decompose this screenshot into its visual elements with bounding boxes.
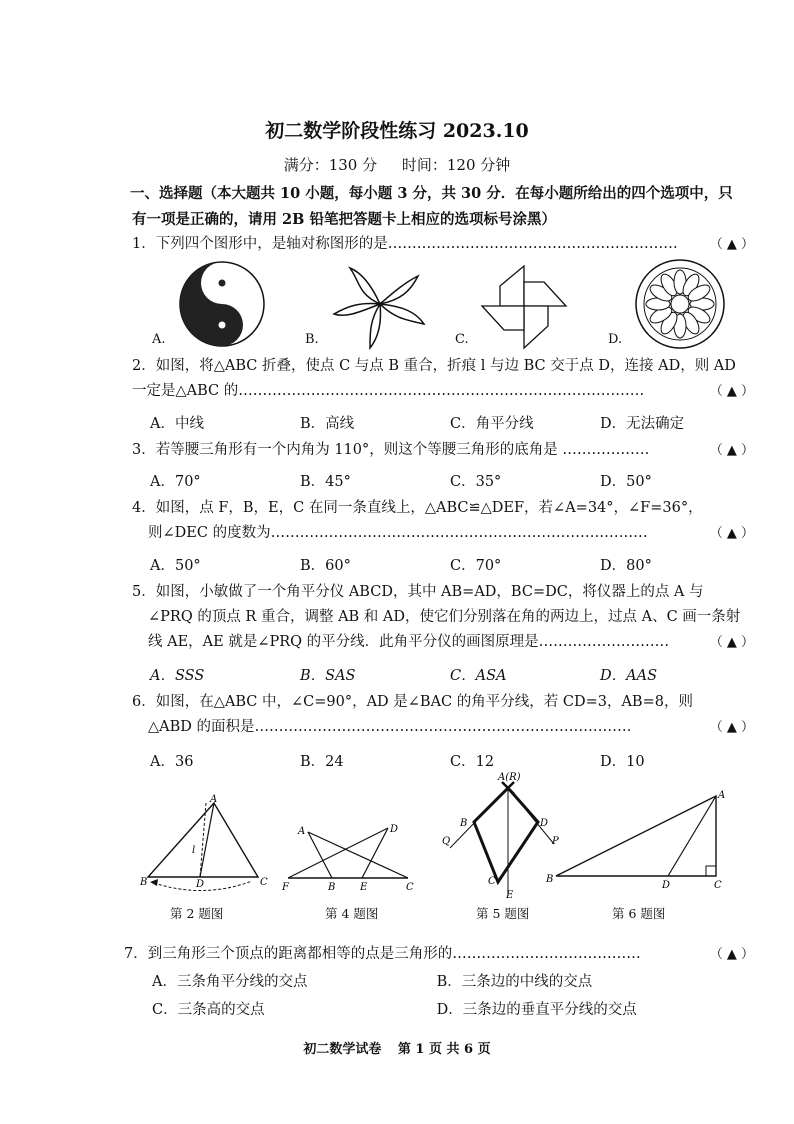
point-b: B: [546, 874, 554, 885]
option-a: A．70°: [150, 474, 201, 490]
option-b: B．24: [300, 754, 344, 770]
point-c: C: [260, 877, 268, 888]
option-c: C．三条高的交点: [152, 1002, 265, 1018]
exam-time: 时间：120 分钟: [401, 156, 511, 174]
footer-subject: 初二数学试卷: [303, 1042, 382, 1057]
option-b: B．SAS: [300, 668, 356, 684]
question-5: 5．如图，小敏做了一个角平分仪 ABCD，其中 AB=AD，BC=DC，将仪器上的点 A 与 ∠PRQ 的顶点 R 重合，调整 AB 和 AD，使它们分别落在角的两边上，过点 A、C 画一条射 线 AE，AE 就是∠PRQ 的平分线．此角平分仪的画图原理是……………………… （ ▲ ）: [132, 580, 754, 655]
caption-fig6: 第 6 题图: [612, 906, 666, 921]
question-6: 6．如图，在△ABC 中，∠C=90°，AD 是∠BAC 的角平分线，若 CD=3，AB=8，则 △ABD 的面积是…………………………………………………………………… （ ▲ ）: [132, 690, 754, 740]
point-a-r: A(R): [498, 772, 521, 783]
question-4: 4．如图，点 F，B，E，C 在同一条直线上，△ABC≌△DEF，若∠A=34°，∠F=36°， 则∠DEC 的度数为…………………………………………………………………… （ ▲ ）: [132, 496, 754, 546]
question-7-options-row1: [152, 970, 752, 991]
question-1: 1．下列四个图形中，是轴对称图形的是…………………………………………………… （ ▲ ）: [132, 232, 754, 257]
option-d: D．10: [600, 754, 645, 770]
point-p: P: [552, 836, 559, 847]
option-b: B．三条边的中线的交点: [436, 974, 593, 990]
answer-mark: （ ▲ ）: [709, 526, 754, 541]
question-5-options: [150, 664, 750, 685]
figure-q6: [540, 788, 730, 891]
option-d: D．80°: [600, 558, 652, 574]
option-b: B．45°: [300, 474, 351, 490]
question-6-options: [150, 750, 750, 771]
option-d-label: D.: [608, 332, 623, 347]
option-d: D．50°: [600, 474, 652, 490]
point-a: A: [718, 790, 726, 801]
point-a: A: [210, 794, 218, 805]
question-2: 2．如图，将△ABC 折叠，使点 C 与点 B 重合，折痕 l 与边 BC 交于点 D，连接 AD，则 AD 一定是△ABC 的………………………………………………………………………… （ ▲ ）: [132, 354, 754, 404]
option-a: A．SSS: [150, 668, 205, 684]
pinwheel-figure: [478, 262, 570, 350]
flower-circle-figure: [632, 258, 728, 352]
option-c: C．ASA: [450, 668, 507, 684]
point-q: Q: [442, 836, 451, 847]
point-b: B: [140, 877, 148, 888]
exam-info: [0, 154, 794, 175]
page-footer: [0, 1038, 794, 1057]
option-a-label: A.: [152, 332, 166, 347]
question-7: 7．到三角形三个顶点的距离都相等的点是三角形的………………………………… （ ▲ ）: [124, 942, 754, 967]
question-7-options-row2: [152, 998, 752, 1019]
point-c: C: [488, 876, 496, 887]
petal-figure: [330, 262, 440, 350]
figure-q4: [280, 820, 420, 893]
question-4-options: [150, 554, 750, 575]
option-c-label: C.: [455, 332, 469, 347]
point-f: F: [282, 882, 289, 893]
taichi-figure: [178, 262, 268, 352]
section-heading: 一、选择题（本大题共 10 小题，每小题 3 分，共 30 分．在每小题所给出的四个选项中，只 有一项是正确的，请用 2B 铅笔把答题卡上相应的选项标号涂黑）: [130, 185, 733, 228]
point-d: D: [390, 824, 399, 835]
footer-page-number: 第 1 页 共 6 页: [397, 1042, 491, 1057]
point-b: B: [460, 818, 468, 829]
label-l: l: [192, 845, 196, 856]
answer-mark: （ ▲ ）: [709, 443, 754, 458]
point-a: A: [298, 826, 306, 837]
caption-fig4: 第 4 题图: [325, 906, 379, 921]
question-3-options: [150, 470, 750, 491]
option-d: D．无法确定: [600, 416, 685, 432]
question-3: 3．若等腰三角形有一个内角为 110°，则这个等腰三角形的底角是 ……………… （ ▲ ）: [132, 438, 754, 463]
option-c: C．35°: [450, 474, 502, 490]
option-d: D．AAS: [600, 668, 658, 684]
option-c: C．12: [450, 754, 495, 770]
point-e: E: [506, 890, 514, 901]
point-c: C: [714, 880, 722, 891]
option-b: B．60°: [300, 558, 351, 574]
point-d: D: [540, 818, 549, 829]
option-a: A．36: [150, 754, 194, 770]
caption-fig5: 第 5 题图: [476, 906, 530, 921]
answer-mark: （ ▲ ）: [709, 384, 754, 399]
point-b: B: [328, 882, 336, 893]
option-d: D．三条边的垂直平分线的交点: [436, 1002, 637, 1018]
full-score: 满分：130 分: [283, 156, 378, 174]
point-c: C: [406, 882, 414, 893]
point-e: E: [360, 882, 368, 893]
answer-mark: （ ▲ ）: [709, 635, 754, 650]
figure-q2: [140, 795, 270, 895]
point-d: D: [196, 879, 205, 890]
option-a: A．50°: [150, 558, 201, 574]
option-a: A．三条角平分线的交点: [152, 974, 308, 990]
option-b-label: B.: [305, 332, 319, 347]
option-c: C．角平分线: [450, 416, 534, 432]
option-b: B．高线: [300, 416, 355, 432]
answer-mark: （ ▲ ）: [709, 237, 754, 252]
point-d: D: [662, 880, 671, 891]
option-c: C．70°: [450, 558, 502, 574]
caption-fig2: 第 2 题图: [170, 906, 224, 921]
question-2-options: [150, 412, 750, 433]
option-a: A．中线: [150, 416, 204, 432]
answer-mark: （ ▲ ）: [709, 947, 754, 962]
page-title: 初二数学阶段性练习 2023.10: [265, 120, 529, 142]
answer-mark: （ ▲ ）: [709, 720, 754, 735]
